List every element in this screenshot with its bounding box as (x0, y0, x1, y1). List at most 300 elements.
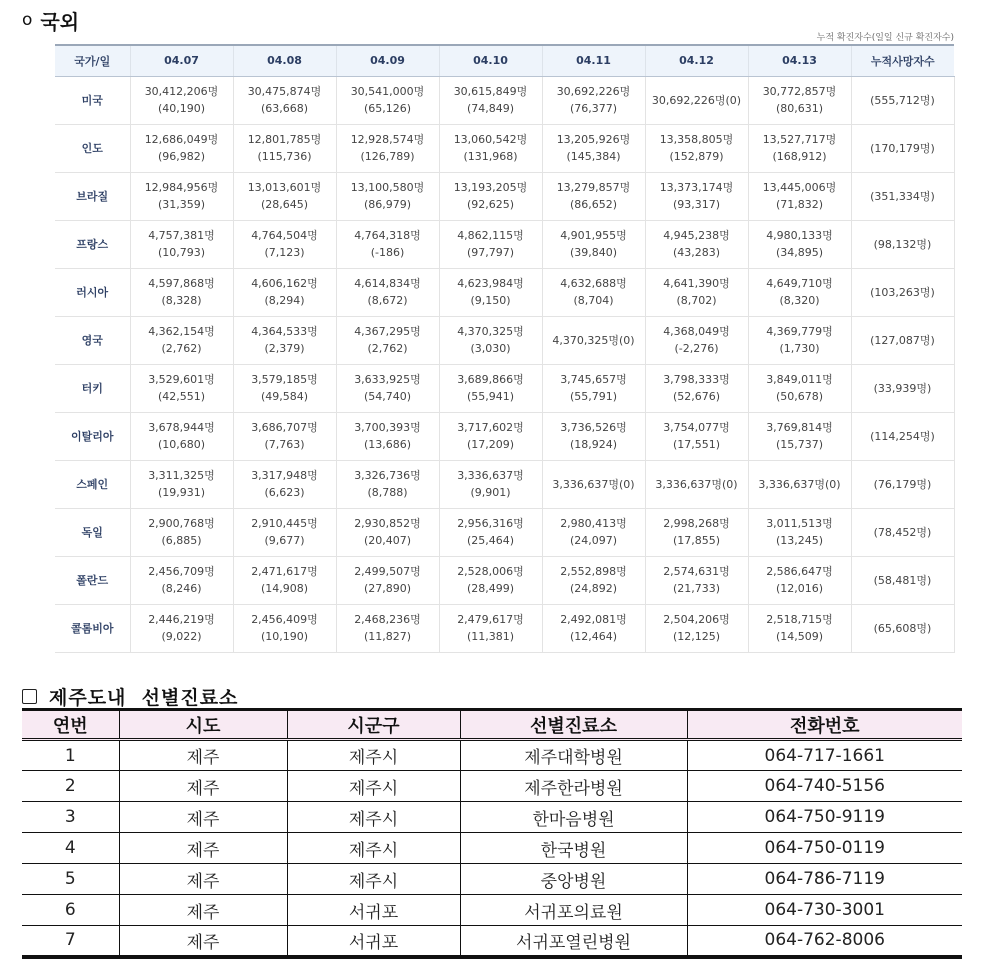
province: 제주 (119, 864, 287, 895)
daily-new-cases: (55,941) (466, 390, 515, 403)
cumulative-cases: 13,013,601명 (247, 181, 322, 194)
cumulative-deaths: (351,334명) (851, 172, 954, 220)
row-no: 5 (22, 864, 119, 895)
case-cell (233, 364, 336, 412)
daily-new-cases: (76,377) (569, 102, 618, 115)
cumulative-cases: 4,764,504명 (251, 229, 318, 242)
case-cell (439, 508, 542, 556)
cumulative-cases: 4,623,984명 (457, 277, 524, 290)
case-cell (645, 220, 748, 268)
country-name: 영국 (55, 316, 130, 364)
case-cell (645, 364, 748, 412)
cumulative-cases: 3,326,736명 (354, 469, 421, 482)
daily-new-cases: (17,855) (672, 534, 721, 547)
table-row (55, 220, 954, 268)
table-row (55, 460, 954, 508)
cumulative-cases: 13,100,580명 (350, 181, 425, 194)
cumulative-cases: 2,446,219명 (148, 613, 215, 626)
cumulative-cases: 3,633,925명 (354, 373, 421, 386)
cumulative-deaths: (33,939명) (851, 364, 954, 412)
case-cell (439, 364, 542, 412)
daily-new-cases: (34,895) (775, 246, 824, 259)
case-cell (233, 604, 336, 652)
cumulative-cases: 12,984,956명 (144, 181, 219, 194)
cumulative-cases: 2,499,507명 (354, 565, 421, 578)
province: 제주 (119, 802, 287, 833)
daily-new-cases: (21,733) (672, 582, 721, 595)
daily-new-cases: (11,827) (363, 630, 412, 643)
unit-note: 누적 확진자수(일일 신규 확진자수) (816, 33, 954, 43)
cumulative-cases: 12,686,049명 (144, 133, 219, 146)
case-cell (645, 76, 748, 124)
cumulative-cases: 2,518,715명 (766, 613, 833, 626)
case-cell (130, 604, 233, 652)
case-cell (645, 508, 748, 556)
cumulative-cases: 2,998,268명 (663, 517, 730, 530)
case-cell (130, 412, 233, 460)
country-name: 러시아 (55, 268, 130, 316)
cumulative-cases: 3,311,325명 (148, 469, 215, 482)
cumulative-cases: 30,541,000명 (350, 85, 425, 98)
case-cell (748, 124, 851, 172)
phone-number: 064-750-9119 (687, 802, 962, 833)
daily-new-cases: (145,384) (566, 150, 621, 163)
case-cell (233, 556, 336, 604)
country-name: 이탈리아 (55, 412, 130, 460)
clinic-name: 중앙병원 (460, 864, 687, 895)
clinic-name: 제주한라병원 (460, 771, 687, 802)
city: 서귀포 (287, 895, 460, 926)
cumulative-cases: 2,492,081명 (560, 613, 627, 626)
case-cell (233, 76, 336, 124)
clinic-name: 서귀포의료원 (460, 895, 687, 926)
cumulative-cases: 2,479,617명 (457, 613, 524, 626)
case-cell (439, 556, 542, 604)
daily-new-cases: (13,686) (363, 438, 412, 451)
case-cell (233, 124, 336, 172)
case-cell (336, 364, 439, 412)
table-row (55, 364, 954, 412)
case-cell (645, 268, 748, 316)
case-cell (748, 268, 851, 316)
daily-new-cases: (18,924) (569, 438, 618, 451)
daily-new-cases: (54,740) (363, 390, 412, 403)
cumulative-cases: 2,456,409명 (251, 613, 318, 626)
cumulative-deaths: (103,263명) (851, 268, 954, 316)
case-cell (748, 172, 851, 220)
table-row (55, 172, 954, 220)
cumulative-cases: 3,579,185명 (251, 373, 318, 386)
case-cell (130, 172, 233, 220)
case-cell (542, 412, 645, 460)
daily-new-cases: (27,890) (363, 582, 412, 595)
case-cell (130, 556, 233, 604)
case-cell (130, 316, 233, 364)
case-cell (233, 460, 336, 508)
table-row (55, 604, 954, 652)
daily-new-cases: (86,979) (363, 198, 412, 211)
case-cell (542, 268, 645, 316)
cumulative-cases: 3,689,866명 (457, 373, 524, 386)
daily-new-cases: (13,245) (775, 534, 824, 547)
cumulative-cases: 2,574,631명 (663, 565, 730, 578)
cumulative-cases: 4,614,834명 (354, 277, 421, 290)
header-clinic: 선별진료소 (460, 710, 687, 740)
cumulative-cases: 30,615,849명 (453, 85, 528, 98)
cumulative-deaths: (170,179명) (851, 124, 954, 172)
province: 제주 (119, 926, 287, 957)
city: 제주시 (287, 802, 460, 833)
overseas-section-title (22, 6, 79, 34)
daily-new-cases: (8,320) (779, 294, 820, 307)
case-cell (748, 604, 851, 652)
daily-new-cases: (9,677) (264, 534, 305, 547)
case-cell (336, 76, 439, 124)
province: 제주 (119, 833, 287, 864)
daily-new-cases: (97,797) (466, 246, 515, 259)
case-cell (645, 460, 748, 508)
cumulative-cases: 2,910,445명 (251, 517, 318, 530)
case-cell (542, 124, 645, 172)
case-cell (336, 316, 439, 364)
cumulative-cases: 13,445,006명 (762, 181, 837, 194)
daily-new-cases: (63,668) (260, 102, 309, 115)
cumulative-deaths: (78,452명) (851, 508, 954, 556)
case-cell (130, 124, 233, 172)
case-cell (748, 508, 851, 556)
daily-new-cases: (8,704) (573, 294, 614, 307)
daily-new-cases: (115,736) (257, 150, 312, 163)
cumulative-cases: 4,945,238명 (663, 229, 730, 242)
cumulative-cases: 2,956,316명 (457, 517, 524, 530)
daily-new-cases: (-186) (370, 246, 405, 259)
daily-new-cases: (10,680) (157, 438, 206, 451)
daily-new-cases: (86,652) (569, 198, 618, 211)
case-cell (130, 268, 233, 316)
daily-new-cases: (17,209) (466, 438, 515, 451)
daily-new-cases: (52,676) (672, 390, 721, 403)
daily-new-cases: (8,702) (676, 294, 717, 307)
table-row (22, 833, 962, 864)
table-row (55, 268, 954, 316)
daily-new-cases: (12,125) (672, 630, 721, 643)
province: 제주 (119, 740, 287, 771)
daily-new-cases: (96,982) (157, 150, 206, 163)
header-province: 시도 (119, 710, 287, 740)
clinic-name: 한마음병원 (460, 802, 687, 833)
daily-new-cases: (28,645) (260, 198, 309, 211)
daily-new-cases: (7,763) (264, 438, 305, 451)
daily-new-cases: (24,097) (569, 534, 618, 547)
cumulative-cases: 3,678,944명 (148, 421, 215, 434)
case-cell (233, 316, 336, 364)
cumulative-cases: 4,369,779명 (766, 325, 833, 338)
case-cell (439, 412, 542, 460)
header-deaths: 누적사망자수 (851, 45, 954, 76)
table-row (55, 124, 954, 172)
case-cell (336, 556, 439, 604)
case-cell (542, 604, 645, 652)
clinics-header-row (22, 710, 962, 740)
cumulative-cases: 4,370,325명(0) (552, 333, 635, 347)
daily-new-cases: (50,678) (775, 390, 824, 403)
daily-new-cases: (25,464) (466, 534, 515, 547)
case-cell (645, 316, 748, 364)
header-no: 연번 (22, 710, 119, 740)
header-date: 04.13 (748, 45, 851, 76)
daily-new-cases: (8,672) (367, 294, 408, 307)
case-cell (542, 220, 645, 268)
cumulative-cases: 4,597,868명 (148, 277, 215, 290)
cumulative-cases: 4,368,049명 (663, 325, 730, 338)
case-cell (336, 268, 439, 316)
cumulative-cases: 4,980,133명 (766, 229, 833, 242)
cumulative-deaths: (114,254명) (851, 412, 954, 460)
province: 제주 (119, 895, 287, 926)
case-cell (130, 508, 233, 556)
daily-new-cases: (49,584) (260, 390, 309, 403)
daily-new-cases: (80,631) (775, 102, 824, 115)
daily-new-cases: (152,879) (669, 150, 724, 163)
table-row (22, 802, 962, 833)
phone-number: 064-786-7119 (687, 864, 962, 895)
case-cell (542, 556, 645, 604)
daily-new-cases: (15,737) (775, 438, 824, 451)
cumulative-cases: 3,769,814명 (766, 421, 833, 434)
cumulative-deaths: (98,132명) (851, 220, 954, 268)
case-cell (645, 172, 748, 220)
daily-new-cases: (6,885) (161, 534, 202, 547)
cumulative-cases: 4,370,325명 (457, 325, 524, 338)
clinic-name: 한국병원 (460, 833, 687, 864)
case-cell (542, 364, 645, 412)
country-name: 브라질 (55, 172, 130, 220)
table-row (22, 926, 962, 957)
city: 제주시 (287, 864, 460, 895)
case-cell (748, 316, 851, 364)
cumulative-cases: 4,364,533명 (251, 325, 318, 338)
daily-new-cases: (28,499) (466, 582, 515, 595)
daily-new-cases: (40,190) (157, 102, 206, 115)
cumulative-cases: 2,930,852명 (354, 517, 421, 530)
header-country-date: 국가/일 (55, 45, 130, 76)
cumulative-cases: 30,772,857명 (762, 85, 837, 98)
daily-new-cases: (31,359) (157, 198, 206, 211)
daily-new-cases: (92,625) (466, 198, 515, 211)
clinics-title-text: 제주도내 선별진료소 (49, 686, 239, 709)
case-cell (542, 316, 645, 364)
daily-new-cases: (17,551) (672, 438, 721, 451)
city: 제주시 (287, 771, 460, 802)
daily-new-cases: (12,464) (569, 630, 618, 643)
daily-new-cases: (2,379) (264, 342, 305, 355)
case-cell (748, 76, 851, 124)
daily-new-cases: (11,381) (466, 630, 515, 643)
row-no: 3 (22, 802, 119, 833)
header-date: 04.09 (336, 45, 439, 76)
table-row (55, 76, 954, 124)
overseas-title-text: 국외 (40, 9, 80, 34)
cumulative-deaths: (76,179명) (851, 460, 954, 508)
daily-new-cases: (74,849) (466, 102, 515, 115)
case-cell (336, 508, 439, 556)
header-date: 04.11 (542, 45, 645, 76)
case-cell (542, 76, 645, 124)
cumulative-cases: 12,928,574명 (350, 133, 425, 146)
city: 제주시 (287, 833, 460, 864)
case-cell (439, 268, 542, 316)
country-name: 인도 (55, 124, 130, 172)
daily-new-cases: (43,283) (672, 246, 721, 259)
case-cell (748, 220, 851, 268)
cumulative-cases: 30,475,874명 (247, 85, 322, 98)
table-row (22, 740, 962, 771)
daily-new-cases: (65,126) (363, 102, 412, 115)
cumulative-cases: 3,529,601명 (148, 373, 215, 386)
daily-new-cases: (71,832) (775, 198, 824, 211)
city: 서귀포 (287, 926, 460, 957)
cumulative-cases: 3,686,707명 (251, 421, 318, 434)
cumulative-deaths: (555,712명) (851, 76, 954, 124)
cumulative-cases: 2,900,768명 (148, 517, 215, 530)
daily-new-cases: (7,123) (264, 246, 305, 259)
row-no: 7 (22, 926, 119, 957)
cumulative-deaths: (65,608명) (851, 604, 954, 652)
daily-new-cases: (42,551) (157, 390, 206, 403)
city: 제주시 (287, 740, 460, 771)
cumulative-cases: 4,862,115명 (457, 229, 524, 242)
daily-new-cases: (93,317) (672, 198, 721, 211)
case-cell (336, 172, 439, 220)
daily-new-cases: (-2,276) (674, 342, 719, 355)
case-cell (233, 172, 336, 220)
header-date: 04.07 (130, 45, 233, 76)
case-cell (233, 220, 336, 268)
cumulative-cases: 4,764,318명 (354, 229, 421, 242)
daily-new-cases: (39,840) (569, 246, 618, 259)
cumulative-cases: 13,205,926명 (556, 133, 631, 146)
daily-new-cases: (2,762) (367, 342, 408, 355)
case-cell (233, 412, 336, 460)
clinic-name: 서귀포열린병원 (460, 926, 687, 957)
daily-new-cases: (9,022) (161, 630, 202, 643)
case-cell (130, 76, 233, 124)
cumulative-cases: 2,586,647명 (766, 565, 833, 578)
daily-new-cases: (2,762) (161, 342, 202, 355)
cumulative-cases: 2,504,206명 (663, 613, 730, 626)
country-name: 미국 (55, 76, 130, 124)
row-no: 6 (22, 895, 119, 926)
case-cell (748, 364, 851, 412)
daily-new-cases: (6,623) (264, 486, 305, 499)
cumulative-cases: 13,193,205명 (453, 181, 528, 194)
daily-new-cases: (19,931) (157, 486, 206, 499)
phone-number: 064-730-3001 (687, 895, 962, 926)
phone-number: 064-762-8006 (687, 926, 962, 957)
daily-new-cases: (8,294) (264, 294, 305, 307)
clinic-name: 제주대학병원 (460, 740, 687, 771)
case-cell (130, 460, 233, 508)
daily-new-cases: (24,892) (569, 582, 618, 595)
overseas-header-row (55, 45, 954, 76)
cumulative-cases: 3,317,948명 (251, 469, 318, 482)
daily-new-cases: (126,789) (360, 150, 415, 163)
cumulative-cases: 2,471,617명 (251, 565, 318, 578)
daily-new-cases: (55,791) (569, 390, 618, 403)
country-name: 콜롬비아 (55, 604, 130, 652)
daily-new-cases: (9,901) (470, 486, 511, 499)
cumulative-cases: 3,336,637명(0) (655, 477, 738, 491)
overseas-cases-table (55, 44, 955, 653)
case-cell (542, 172, 645, 220)
header-date: 04.12 (645, 45, 748, 76)
cumulative-deaths: (58,481명) (851, 556, 954, 604)
cumulative-cases: 3,849,011명 (766, 373, 833, 386)
daily-new-cases: (9,150) (470, 294, 511, 307)
cumulative-cases: 4,641,390명 (663, 277, 730, 290)
header-city: 시군구 (287, 710, 460, 740)
cumulative-cases: 4,362,154명 (148, 325, 215, 338)
case-cell (748, 460, 851, 508)
phone-number: 064-740-5156 (687, 771, 962, 802)
clinics-table (22, 708, 962, 959)
case-cell (748, 412, 851, 460)
table-row (55, 556, 954, 604)
cumulative-cases: 4,649,710명 (766, 277, 833, 290)
case-cell (542, 460, 645, 508)
case-cell (748, 556, 851, 604)
country-name: 스페인 (55, 460, 130, 508)
cumulative-cases: 3,700,393명 (354, 421, 421, 434)
daily-new-cases: (8,246) (161, 582, 202, 595)
table-row (55, 412, 954, 460)
table-row (55, 508, 954, 556)
cumulative-cases: 3,798,333명 (663, 373, 730, 386)
case-cell (336, 604, 439, 652)
cumulative-cases: 3,717,602명 (457, 421, 524, 434)
cumulative-cases: 4,757,381명 (148, 229, 215, 242)
daily-new-cases: (14,509) (775, 630, 824, 643)
cumulative-cases: 2,468,236명 (354, 613, 421, 626)
cumulative-cases: 13,279,857명 (556, 181, 631, 194)
cumulative-cases: 2,552,898명 (560, 565, 627, 578)
case-cell (130, 364, 233, 412)
case-cell (439, 316, 542, 364)
case-cell (439, 76, 542, 124)
daily-new-cases: (10,190) (260, 630, 309, 643)
daily-new-cases: (8,788) (367, 486, 408, 499)
table-row (22, 771, 962, 802)
phone-number: 064-717-1661 (687, 740, 962, 771)
cumulative-cases: 3,011,513명 (766, 517, 833, 530)
cumulative-cases: 4,367,295명 (354, 325, 421, 338)
header-date: 04.08 (233, 45, 336, 76)
cumulative-cases: 3,754,077명 (663, 421, 730, 434)
cumulative-cases: 2,528,006명 (457, 565, 524, 578)
country-name: 프랑스 (55, 220, 130, 268)
cumulative-cases: 2,980,413명 (560, 517, 627, 530)
case-cell (645, 124, 748, 172)
row-no: 2 (22, 771, 119, 802)
daily-new-cases: (3,030) (470, 342, 511, 355)
daily-new-cases: (131,968) (463, 150, 518, 163)
daily-new-cases: (12,016) (775, 582, 824, 595)
case-cell (542, 508, 645, 556)
country-name: 독일 (55, 508, 130, 556)
square-bullet-icon (22, 689, 37, 704)
cumulative-deaths: (127,087명) (851, 316, 954, 364)
phone-number: 064-750-0119 (687, 833, 962, 864)
